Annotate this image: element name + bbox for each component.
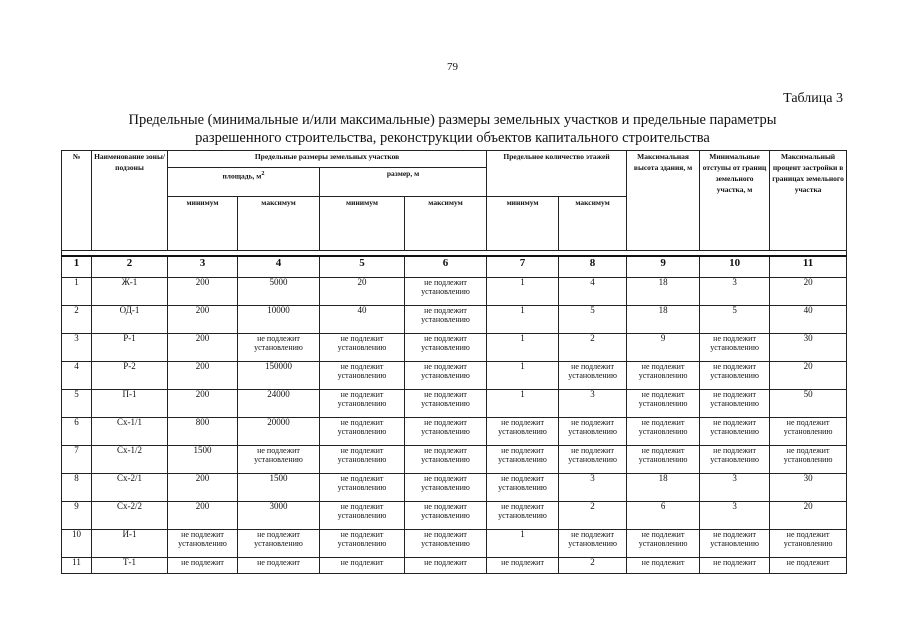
column-number: 1 xyxy=(62,256,92,277)
table-cell: 9 xyxy=(627,333,700,361)
table-cell: не подлежит установлению xyxy=(487,417,559,445)
table-row xyxy=(62,333,847,361)
table-body xyxy=(62,277,847,573)
table-cell: не подлежит xyxy=(320,557,405,573)
header-zone-name: Наименование зоны/подзоны xyxy=(92,151,168,251)
table-cell: 5 xyxy=(700,305,770,333)
table-cell: 3 xyxy=(700,277,770,305)
table-cell: 6 xyxy=(627,501,700,529)
table-cell: не подлежит установлению xyxy=(405,501,487,529)
table-cell: 1500 xyxy=(238,473,320,501)
table-cell: не подлежит xyxy=(487,557,559,573)
table-cell: 4 xyxy=(62,361,92,389)
table-cell: 5 xyxy=(62,389,92,417)
table-cell: 1 xyxy=(62,277,92,305)
table-cell: не подлежит установлению xyxy=(627,361,700,389)
column-number: 3 xyxy=(168,256,238,277)
header-area-sup: 2 xyxy=(261,170,265,177)
table-cell: не подлежит установлению xyxy=(700,417,770,445)
table-cell: 18 xyxy=(627,277,700,305)
table-cell: не подлежит установлению xyxy=(627,389,700,417)
table-row xyxy=(62,417,847,445)
table-cell: 30 xyxy=(770,473,847,501)
table-cell: не подлежит установлению xyxy=(238,445,320,473)
header-floors-max: максимум xyxy=(559,197,627,251)
table-cell: 2 xyxy=(62,305,92,333)
table-cell: 2 xyxy=(559,333,627,361)
table-cell: 1 xyxy=(487,333,559,361)
table-cell: 24000 xyxy=(238,389,320,417)
table-row xyxy=(62,501,847,529)
table-cell: не подлежит установлению xyxy=(320,333,405,361)
table-row xyxy=(62,557,847,573)
table-row xyxy=(62,361,847,389)
table-cell: Р-1 xyxy=(92,333,168,361)
page-number: 79 xyxy=(447,61,458,73)
table-cell: 200 xyxy=(168,333,238,361)
table-cell: не подлежит установлению xyxy=(320,501,405,529)
table-cell: не подлежит установлению xyxy=(487,445,559,473)
table-cell: 200 xyxy=(168,501,238,529)
table-cell: 4 xyxy=(559,277,627,305)
table-cell: 3 xyxy=(700,501,770,529)
title-line-2: разрешенного строительства, реконструкции объектов капитального строительства xyxy=(195,130,710,146)
table-cell: 18 xyxy=(627,473,700,501)
table-cell: 3 xyxy=(62,333,92,361)
table-cell: 20 xyxy=(320,277,405,305)
table-cell: 150000 xyxy=(238,361,320,389)
table-cell: 6 xyxy=(62,417,92,445)
table-cell: 1 xyxy=(487,361,559,389)
header-size-max: максимум xyxy=(405,197,487,251)
table-cell: не подлежит установлению xyxy=(770,445,847,473)
table-cell: не подлежит установлению xyxy=(405,305,487,333)
table-cell: 1 xyxy=(487,389,559,417)
table-cell: 200 xyxy=(168,361,238,389)
table-cell: не подлежит установлению xyxy=(627,445,700,473)
table-cell: не подлежит установлению xyxy=(700,389,770,417)
column-number: 5 xyxy=(320,256,405,277)
table-cell: не подлежит установлению xyxy=(770,529,847,557)
limits-table xyxy=(61,150,847,574)
table-cell: Сх-1/2 xyxy=(92,445,168,473)
table-cell: 5 xyxy=(559,305,627,333)
table-cell: 1 xyxy=(487,277,559,305)
table-cell: не подлежит установлению xyxy=(320,361,405,389)
table-cell: Т-1 xyxy=(92,557,168,573)
table-cell: не подлежит xyxy=(770,557,847,573)
table-cell: не подлежит xyxy=(238,557,320,573)
table-cell: не подлежит xyxy=(405,557,487,573)
table-cell: 200 xyxy=(168,473,238,501)
table-cell: 10 xyxy=(62,529,92,557)
table-cell: 20000 xyxy=(238,417,320,445)
header-floors: Предельное количество этажей xyxy=(487,151,627,197)
table-cell: 3000 xyxy=(238,501,320,529)
table-cell: не подлежит установлению xyxy=(405,389,487,417)
header-floors-min: минимум xyxy=(487,197,559,251)
column-number: 10 xyxy=(700,256,770,277)
column-number: 8 xyxy=(559,256,627,277)
table-cell: не подлежит установлению xyxy=(700,445,770,473)
table-cell: не подлежит установлению xyxy=(700,361,770,389)
table-cell: Сх-2/2 xyxy=(92,501,168,529)
table-cell: 1 xyxy=(487,305,559,333)
table-cell: 5000 xyxy=(238,277,320,305)
table-row xyxy=(62,529,847,557)
column-number: 9 xyxy=(627,256,700,277)
table-row xyxy=(62,473,847,501)
table-cell: И-1 xyxy=(92,529,168,557)
table-cell: 2 xyxy=(559,557,627,573)
table-cell: не подлежит xyxy=(700,557,770,573)
header-size-min: минимум xyxy=(320,197,405,251)
header-area xyxy=(168,168,320,197)
table-cell: не подлежит установлению xyxy=(405,333,487,361)
table-cell: не подлежит установлению xyxy=(405,529,487,557)
table-cell: 18 xyxy=(627,305,700,333)
header-area-max: максимум xyxy=(238,197,320,251)
table-label: Таблица 3 xyxy=(783,91,843,106)
header-area-text: площадь, м xyxy=(222,171,262,181)
table-cell: 2 xyxy=(559,501,627,529)
column-number: 4 xyxy=(238,256,320,277)
table-cell: 50 xyxy=(770,389,847,417)
table-cell: не подлежит установлению xyxy=(320,417,405,445)
table-cell: не подлежит установлению xyxy=(238,529,320,557)
table-cell: не подлежит установлению xyxy=(168,529,238,557)
table-cell: не подлежит xyxy=(168,557,238,573)
table-cell: не подлежит установлению xyxy=(627,529,700,557)
table-cell: не подлежит установлению xyxy=(320,389,405,417)
table-cell: 1 xyxy=(487,529,559,557)
table-cell: не подлежит установлению xyxy=(405,445,487,473)
table-row xyxy=(62,277,847,305)
table-cell: 10000 xyxy=(238,305,320,333)
table-cell: не подлежит установлению xyxy=(320,445,405,473)
table-cell: не подлежит установлению xyxy=(405,417,487,445)
table-cell: 1500 xyxy=(168,445,238,473)
table-cell: 20 xyxy=(770,361,847,389)
table-cell: не подлежит установлению xyxy=(320,473,405,501)
table-cell: не подлежит установлению xyxy=(559,417,627,445)
header-area-min: минимум xyxy=(168,197,238,251)
table-title xyxy=(60,111,845,147)
column-number: 11 xyxy=(770,256,847,277)
table-cell: 200 xyxy=(168,277,238,305)
column-number: 6 xyxy=(405,256,487,277)
table-cell: не подлежит установлению xyxy=(559,445,627,473)
table-cell: не подлежит установлению xyxy=(320,529,405,557)
table-cell: 800 xyxy=(168,417,238,445)
table-cell: 200 xyxy=(168,305,238,333)
table-cell: не подлежит установлению xyxy=(405,473,487,501)
table-cell: 40 xyxy=(770,305,847,333)
table-cell: не подлежит установлению xyxy=(700,333,770,361)
table-cell: Сх-2/1 xyxy=(92,473,168,501)
table-cell: Р-2 xyxy=(92,361,168,389)
table-cell: не подлежит установлению xyxy=(405,277,487,305)
table-cell: Ж-1 xyxy=(92,277,168,305)
table-cell: не подлежит установлению xyxy=(487,501,559,529)
table-cell: 7 xyxy=(62,445,92,473)
table-cell: 3 xyxy=(559,473,627,501)
table-cell: не подлежит установлению xyxy=(700,529,770,557)
table-cell: 20 xyxy=(770,501,847,529)
table-cell: не подлежит установлению xyxy=(487,473,559,501)
header-max-percent: Максимальный процент застройки в границах земельного участка xyxy=(770,151,847,251)
table-cell: 11 xyxy=(62,557,92,573)
table-cell: не подлежит установлению xyxy=(559,361,627,389)
table-cell: 30 xyxy=(770,333,847,361)
table-cell: 9 xyxy=(62,501,92,529)
table-cell: не подлежит установлению xyxy=(405,361,487,389)
table-cell: 8 xyxy=(62,473,92,501)
header-size: размер, м xyxy=(320,168,487,197)
table-cell: не подлежит установлению xyxy=(238,333,320,361)
table-cell: 40 xyxy=(320,305,405,333)
table-cell: 20 xyxy=(770,277,847,305)
table-cell: П-1 xyxy=(92,389,168,417)
table-cell: не подлежит xyxy=(627,557,700,573)
column-number: 2 xyxy=(92,256,168,277)
header-max-height: Максимальная высота здания, м xyxy=(627,151,700,251)
column-numbers-row xyxy=(62,256,847,277)
table-cell: 3 xyxy=(559,389,627,417)
table-cell: не подлежит установлению xyxy=(627,417,700,445)
header-min-setback: Минимальные отступы от границ земельного участка, м xyxy=(700,151,770,251)
header-limit-sizes: Предельные размеры земельных участков xyxy=(168,151,487,168)
title-line-1: Предельные (минимальные и/или максимальные) размеры земельных участков и предельные параметры xyxy=(128,112,777,128)
table-cell: ОД-1 xyxy=(92,305,168,333)
table-row xyxy=(62,389,847,417)
table-row xyxy=(62,445,847,473)
table-cell: не подлежит установлению xyxy=(559,529,627,557)
table-cell: 3 xyxy=(700,473,770,501)
table-row xyxy=(62,305,847,333)
table-cell: не подлежит установлению xyxy=(770,417,847,445)
table-cell: 200 xyxy=(168,389,238,417)
column-number: 7 xyxy=(487,256,559,277)
header-num: № xyxy=(62,151,92,251)
table-cell: Сх-1/1 xyxy=(92,417,168,445)
header-row-1 xyxy=(62,151,847,168)
